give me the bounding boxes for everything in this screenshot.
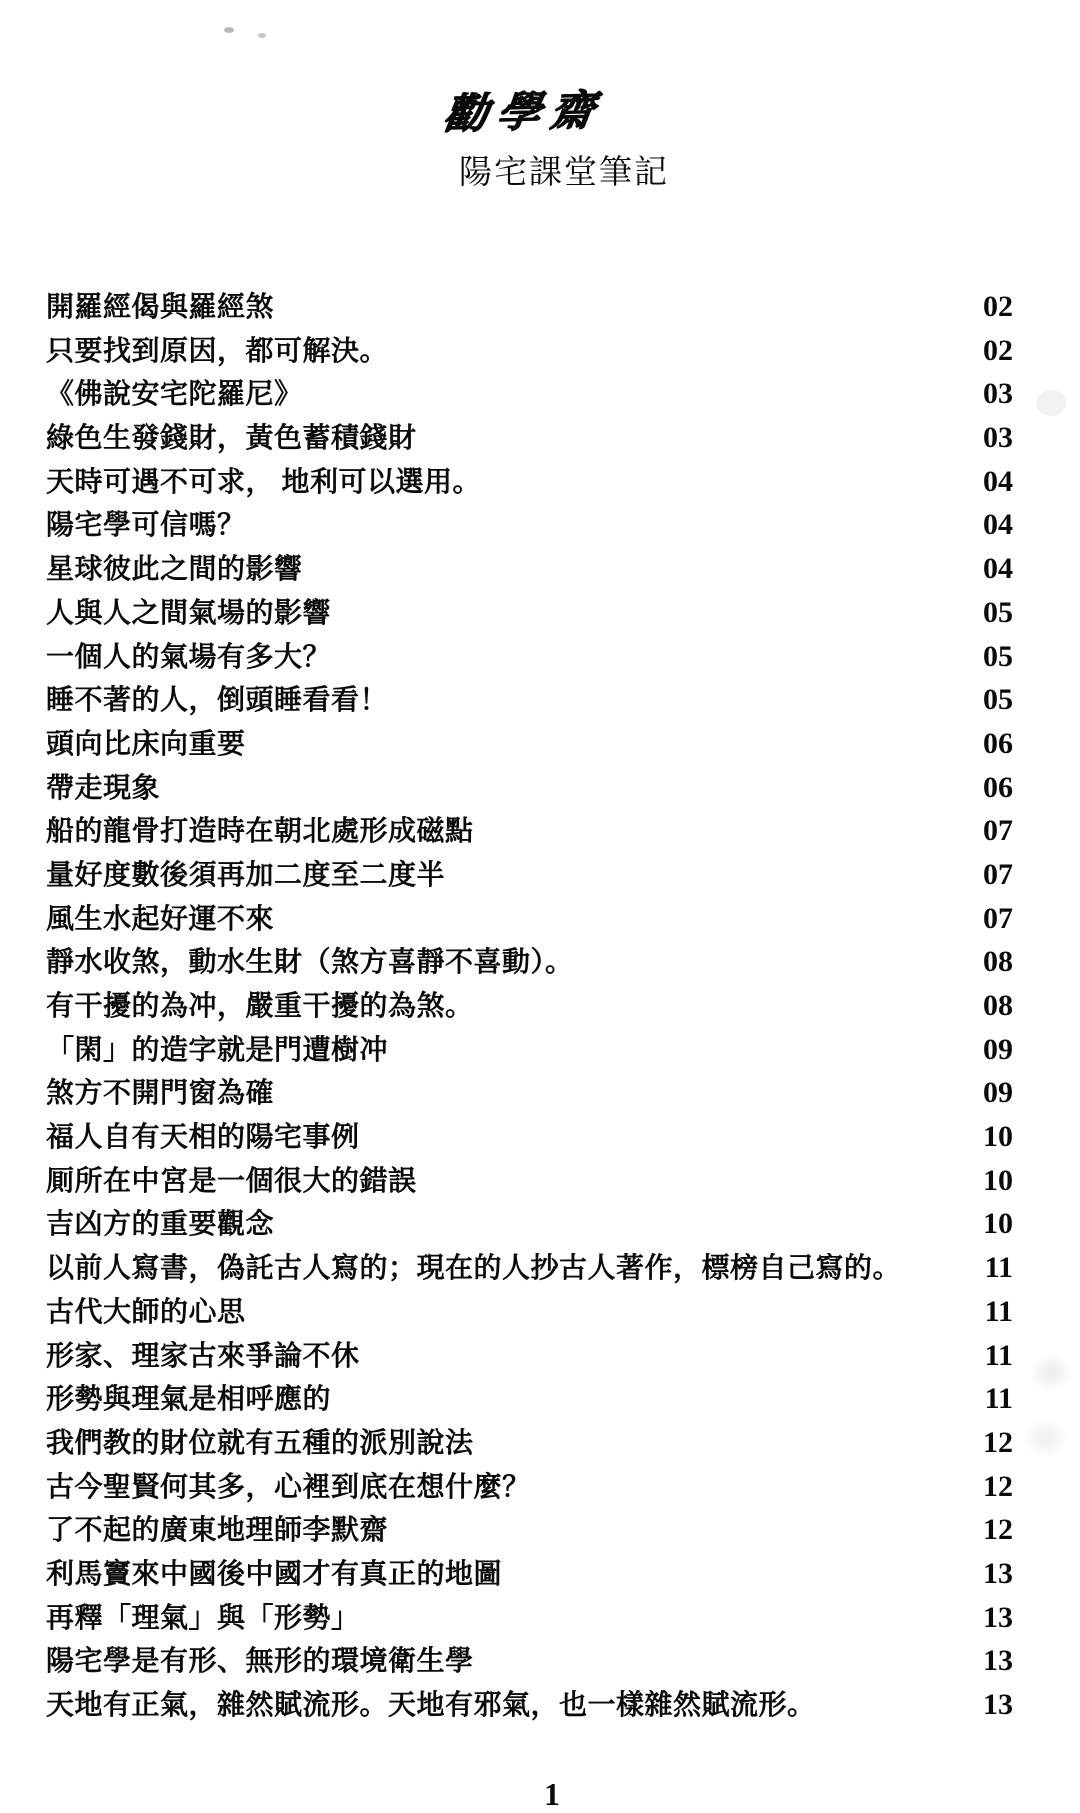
toc-entry-title: 陽宅學是有形、無形的環境衛生學	[46, 1646, 474, 1678]
toc-entry-page-number: 03	[983, 377, 1013, 411]
toc-entry-page-number: 07	[983, 857, 1013, 891]
toc-entry-title: 煞方不開門窗為確	[46, 1078, 275, 1110]
toc-entry-title: 帶走現象	[46, 772, 161, 804]
toc-entry	[46, 1639, 1013, 1683]
toc-entry-title: 天地有正氣，雜然賦流形。天地有邪氣，也一樣雜然賦流形。	[46, 1690, 816, 1721]
toc-entry	[46, 1202, 1013, 1246]
toc-entry-page-number: 10	[983, 1207, 1013, 1241]
toc-entry-page-number: 03	[983, 421, 1013, 455]
toc-entry-title: 再釋「理氣」與「形勢」	[46, 1602, 360, 1634]
toc-entry-page-number: 06	[983, 726, 1013, 760]
toc-entry-page-number: 10	[983, 1120, 1013, 1154]
toc-entry-title: 利馬竇來中國後中國才有真正的地圖	[46, 1558, 503, 1590]
toc-entry-page-number: 13	[983, 1600, 1013, 1634]
toc-entry-page-number: 13	[983, 1688, 1013, 1721]
toc-entry-page-number: 06	[983, 770, 1013, 804]
toc-entry-title: 睡不著的人，倒頭睡看看！	[46, 685, 389, 717]
toc-entry-title: 開羅經偈與羅經煞	[46, 292, 275, 323]
toc-entry	[46, 635, 1013, 679]
toc-entry	[46, 591, 1013, 635]
toc-entry	[46, 1159, 1013, 1203]
toc-entry	[46, 285, 1013, 329]
toc-entry	[46, 940, 1013, 984]
toc-entry-title: 古代大師的心思	[46, 1296, 246, 1328]
toc-entry	[46, 1334, 1013, 1378]
toc-entry-page-number: 11	[984, 1251, 1013, 1285]
toc-entry-title: 吉凶方的重要觀念	[46, 1209, 275, 1241]
toc-entry-title: 頭向比床向重要	[46, 728, 246, 760]
toc-entry-page-number: 09	[983, 1076, 1013, 1110]
toc-entry-title: 只要找到原因，都可解決。	[46, 335, 389, 367]
toc-entry-title: 天時可遇不可求， 地利可以選用。	[46, 466, 482, 498]
toc-entry-page-number: 12	[983, 1469, 1013, 1503]
toc-entry-page-number: 12	[983, 1513, 1013, 1547]
toc-entry	[46, 547, 1013, 591]
toc-entry	[46, 984, 1013, 1028]
toc-entry	[46, 1596, 1013, 1640]
toc-entry	[46, 329, 1013, 373]
toc-entry-page-number: 05	[983, 683, 1013, 717]
table-of-contents	[46, 285, 1013, 1727]
toc-entry-title: 《佛說安宅陀羅尼》	[46, 379, 303, 411]
toc-entry	[46, 460, 1013, 504]
toc-entry-title: 人與人之間氣場的影響	[46, 597, 332, 629]
toc-entry	[46, 766, 1013, 810]
studio-logo-calligraphy: 勸學齋	[440, 86, 606, 138]
toc-entry-title: 形家、理家古來爭論不休	[46, 1340, 360, 1372]
toc-entry	[46, 1290, 1013, 1334]
toc-entry-page-number: 08	[983, 945, 1013, 979]
toc-entry-page-number: 04	[983, 552, 1013, 586]
toc-entry-page-number: 09	[983, 1032, 1013, 1066]
toc-entry-page-number: 11	[984, 1294, 1013, 1328]
toc-entry-title: 綠色生發錢財，黃色蓄積錢財	[46, 423, 417, 455]
toc-entry	[46, 416, 1013, 460]
toc-entry	[46, 1246, 1013, 1290]
toc-entry-title: 以前人寫書，偽託古人寫的；現在的人抄古人著作，標榜自己寫的。	[46, 1253, 902, 1285]
scan-speck	[258, 33, 266, 38]
toc-entry-title: 「閑」的造字就是門遭樹冲	[46, 1034, 389, 1066]
toc-entry-page-number: 13	[983, 1644, 1013, 1678]
toc-entry	[46, 372, 1013, 416]
toc-entry	[46, 1508, 1013, 1552]
toc-entry-page-number: 11	[984, 1338, 1013, 1372]
toc-entry	[46, 853, 1013, 897]
toc-entry	[46, 1377, 1013, 1421]
toc-entry-page-number: 10	[983, 1163, 1013, 1197]
toc-entry-page-number: 07	[983, 814, 1013, 848]
toc-entry-title: 量好度數後須再加二度至二度半	[46, 859, 446, 891]
toc-entry-page-number: 11	[984, 1382, 1013, 1416]
toc-entry-title: 形勢與理氣是相呼應的	[46, 1384, 332, 1416]
toc-entry-title: 福人自有天相的陽宅事例	[46, 1122, 360, 1154]
toc-entry-title: 陽宅學可信嗎？	[46, 510, 246, 542]
toc-entry	[46, 897, 1013, 941]
toc-entry-page-number: 12	[983, 1425, 1013, 1459]
toc-entry-title: 風生水起好運不來	[46, 903, 275, 935]
toc-entry-page-number: 02	[983, 333, 1013, 367]
toc-entry-title: 我們教的財位就有五種的派別說法	[46, 1427, 474, 1459]
toc-entry	[46, 1683, 1013, 1727]
toc-entry-title: 船的龍骨打造時在朝北處形成磁點	[46, 816, 474, 848]
toc-entry-page-number: 04	[983, 508, 1013, 542]
toc-entry-title: 靜水收煞，動水生財（煞方喜靜不喜動）。	[46, 947, 574, 979]
toc-entry	[46, 1115, 1013, 1159]
toc-entry-title: 一個人的氣場有多大？	[46, 641, 332, 673]
toc-entry-title: 厠所在中宮是一個很大的錯誤	[46, 1165, 417, 1197]
toc-entry-page-number: 08	[983, 989, 1013, 1022]
toc-entry-title: 星球彼此之間的影響	[46, 554, 303, 586]
toc-entry-page-number: 05	[983, 595, 1013, 629]
toc-entry-title: 有干擾的為冲，嚴重干擾的為煞。	[46, 991, 474, 1022]
toc-entry	[46, 809, 1013, 853]
toc-entry	[46, 503, 1013, 547]
toc-entry	[46, 1071, 1013, 1115]
toc-entry-page-number: 13	[983, 1556, 1013, 1590]
toc-entry	[46, 1028, 1013, 1072]
footer-page-number: 1	[544, 1776, 560, 1812]
toc-entry	[46, 722, 1013, 766]
toc-entry	[46, 678, 1013, 722]
toc-entry	[46, 1465, 1013, 1509]
toc-entry-page-number: 04	[983, 464, 1013, 498]
toc-entry	[46, 1421, 1013, 1465]
toc-entry-page-number: 05	[983, 639, 1013, 673]
toc-entry-page-number: 02	[983, 290, 1013, 323]
scan-smudge	[1036, 390, 1066, 416]
page-title: 陽宅課堂筆記	[459, 155, 669, 191]
toc-entry	[46, 1552, 1013, 1596]
toc-entry-page-number: 07	[983, 901, 1013, 935]
toc-entry-title: 古今聖賢何其多，心裡到底在想什麼？	[46, 1471, 531, 1503]
scan-speck	[224, 27, 234, 33]
toc-entry-title: 了不起的廣東地理師李默齋	[46, 1515, 389, 1547]
